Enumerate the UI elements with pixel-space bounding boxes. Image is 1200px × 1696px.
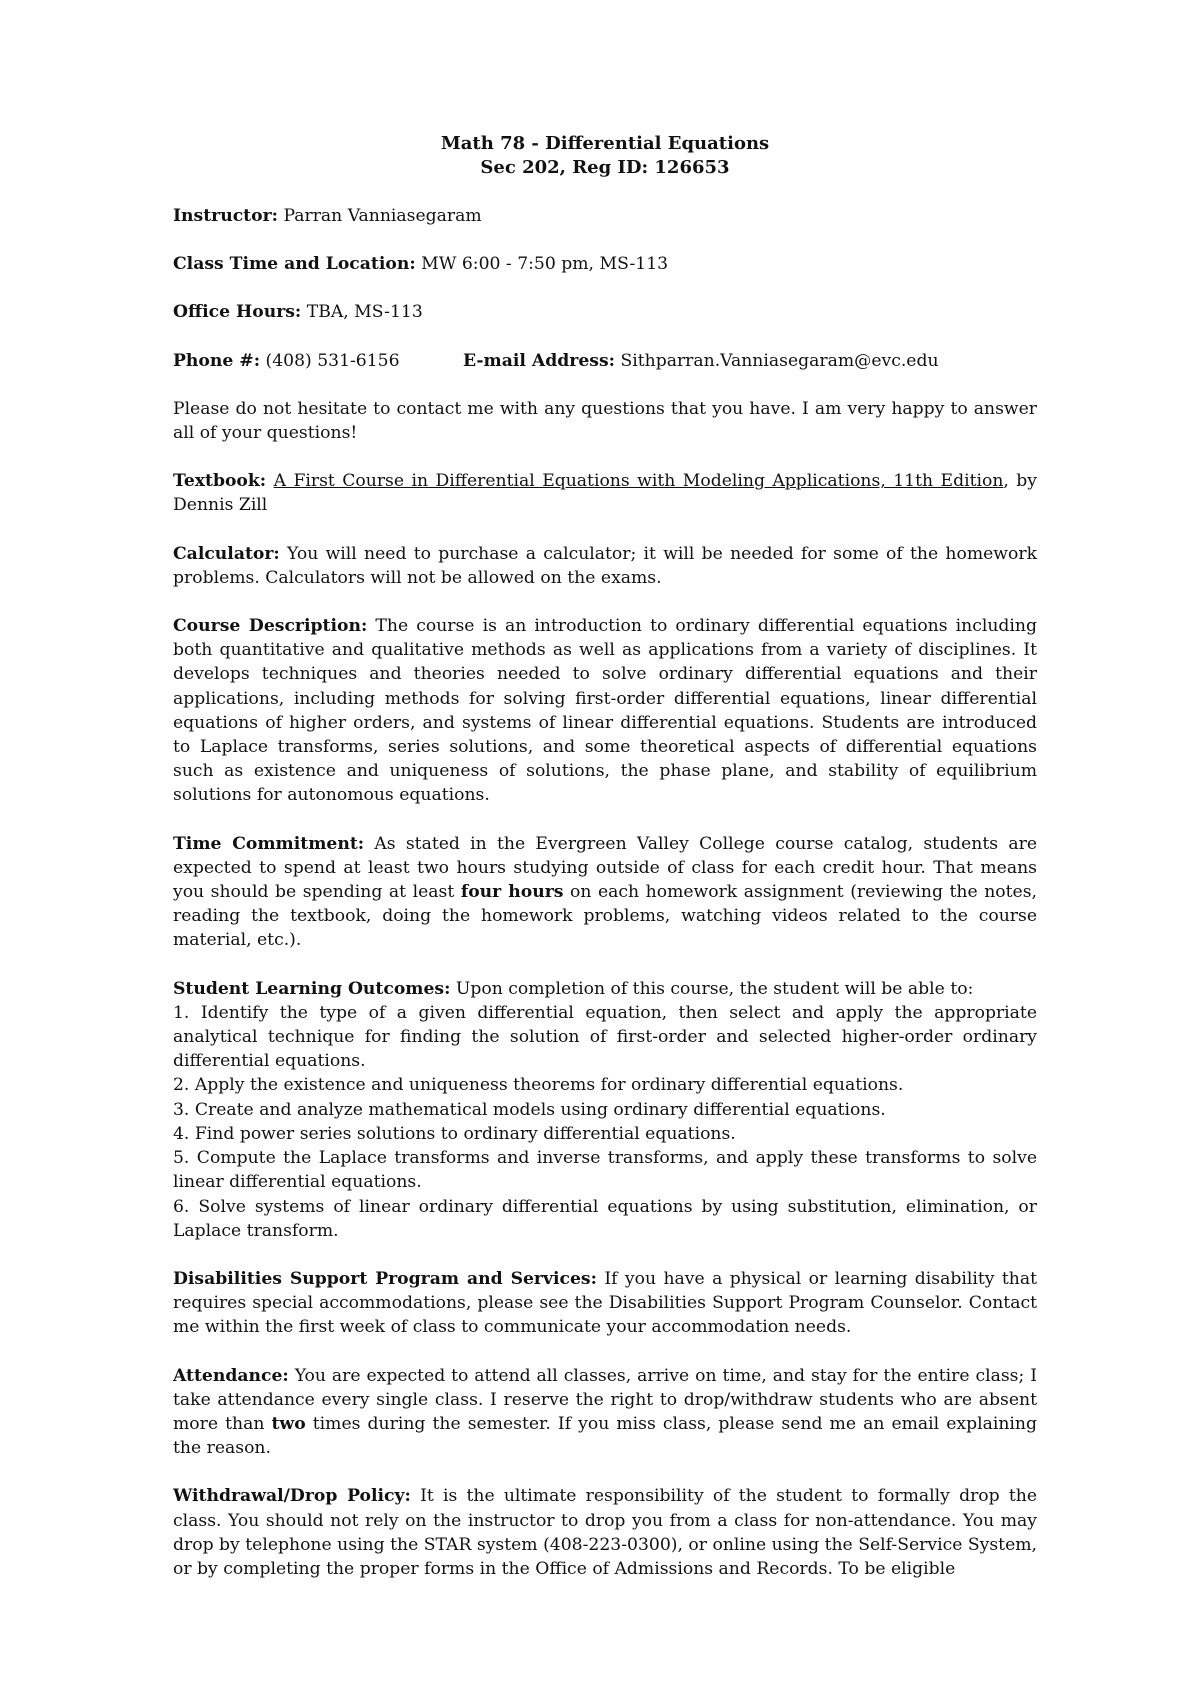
course-description-paragraph <box>173 614 1037 808</box>
time-commitment-label: Time Commitment: <box>173 833 365 854</box>
course-description-label: Course Description: <box>173 616 368 637</box>
course-section: Sec 202, Reg ID: 126653 <box>480 157 730 178</box>
instructor-label: Instructor: <box>173 206 278 226</box>
list-item: 4. Find power series solutions to ordinary differential equations. <box>173 1123 736 1144</box>
attendance-paragraph <box>173 1364 1037 1461</box>
outcomes-intro: Upon completion of this course, the student will be able to: <box>455 978 974 999</box>
attendance-text-after: times during the semester. If you miss class, please send me an email explaining the reason. <box>173 1413 1037 1459</box>
calculator-text: You will need to purchase a calculator; it will be needed for some of the homework problems. Calculators will not be allowed on the exams. <box>173 543 1037 588</box>
outcomes-section <box>173 977 1037 1243</box>
class-time-line <box>173 252 1037 276</box>
textbook-line <box>173 469 1037 517</box>
course-description-text: The course is an introduction to ordinary differential equations including both quantitative and qualitative methods as well as applications from a variety of disciplines. It develops techniques and theories needed to solve ordinary differential equations and their applications, including methods for solving first-order differential equations, linear differential equations of higher orders, and systems of linear differential equations. Students are introduced to Laplace transforms, series solutions, and some theoretical aspects of differential equations such as existence and uniqueness of solutions, the phase plane, and stability of equilibrium solutions for autonomous equations. <box>173 616 1037 806</box>
phone-label: Phone #: <box>173 350 261 371</box>
time-commitment-text-after: on each homework assignment (reviewing the notes, reading the textbook, doing the homework problems, watching videos related to the course material, etc.). <box>173 882 1037 951</box>
calculator-label: Calculator: <box>173 543 280 564</box>
email-line <box>463 349 939 373</box>
calculator-paragraph <box>173 542 1037 590</box>
textbook-title: A First Course in Differential Equations with Modeling Applications, 11th Edition <box>273 471 1004 492</box>
disabilities-label: Disabilities Support Program and Services: <box>173 1268 597 1289</box>
list-item: 1. Identify the type of a given differential equation, then select and apply the appropriate analytical technique for finding the solution of first-order and selected higher-order ordinary differential equations. <box>173 1002 1037 1072</box>
list-item: 5. Compute the Laplace transforms and inverse transforms, and apply these transforms to solve linear differential equations. <box>173 1148 1037 1193</box>
office-hours-value: TBA, MS-113 <box>306 302 423 323</box>
office-hours-label: Office Hours: <box>173 302 302 323</box>
time-commitment-paragraph <box>173 832 1037 953</box>
contact-row <box>173 349 1037 373</box>
outcomes-label: Student Learning Outcomes: <box>173 978 451 999</box>
instructor-line <box>173 204 1037 228</box>
textbook-label: Textbook: <box>173 471 267 492</box>
withdrawal-text: It is the ultimate responsibility of the student to formally drop the class. You should not rely on the instructor to drop you from a class for non-attendance. You may drop by telephone using the STAR system (408-223-0300), or online using the Self-Service System, or by completing the proper forms in the Office of Admissions and Records. To be eligible <box>173 1486 1037 1579</box>
disabilities-paragraph <box>173 1267 1037 1340</box>
withdrawal-label: Withdrawal/Drop Policy: <box>173 1486 411 1507</box>
list-item: 2. Apply the existence and uniqueness theorems for ordinary differential equations. <box>173 1075 904 1096</box>
attendance-label: Attendance: <box>173 1365 289 1386</box>
list-item: 6. Solve systems of linear ordinary differential equations by using substitution, elimination, or Laplace transform. <box>173 1196 1037 1241</box>
instructor-name: Parran Vanniasegaram <box>283 206 482 226</box>
textbook-suffix: , by Dennis Zill <box>173 471 1038 516</box>
time-commitment-text-before: As stated in the Evergreen Valley College course catalog, students are expected to spend at least two hours studying outside of class for each credit hour. That means you should be spending at least <box>173 833 1038 903</box>
time-commitment-emphasis: four hours <box>460 882 564 903</box>
course-title: Math 78 - Differential Equations <box>440 133 770 154</box>
phone-value: (408) 531-6156 <box>265 350 400 371</box>
class-time-value: MW 6:00 - 7:50 pm, MS-113 <box>421 254 669 275</box>
email-label: E-mail Address: <box>463 350 615 371</box>
office-hours-line <box>173 300 1037 324</box>
disabilities-text: If you have a physical or learning disability that requires special accommodations, please see the Disabilities Support Program Counselor. Contact me within the first week of class to communicate your accommodation needs. <box>173 1268 1037 1338</box>
syllabus-page <box>173 132 1037 1581</box>
attendance-text-before: You are expected to attend all classes, arrive on time, and stay for the entire class; I take attendance every single class. I reserve the right to drop/withdraw students who are absent more than <box>173 1365 1037 1434</box>
list-item: 3. Create and analyze mathematical models using ordinary differential equations. <box>173 1099 886 1120</box>
withdrawal-paragraph <box>173 1484 1037 1581</box>
intro-paragraph: Please do not hesitate to contact me with any questions that you have. I am very happy to answer all of your questions! <box>173 398 1037 444</box>
phone-line <box>173 349 463 373</box>
outcomes-heading-line <box>173 977 1037 1001</box>
class-time-label: Class Time and Location: <box>173 254 416 275</box>
outcomes-list <box>173 1001 1037 1243</box>
email-value: Sithparran.Vanniasegaram@evc.edu <box>620 350 939 371</box>
document-header <box>173 132 1037 180</box>
attendance-emphasis: two <box>271 1413 306 1434</box>
